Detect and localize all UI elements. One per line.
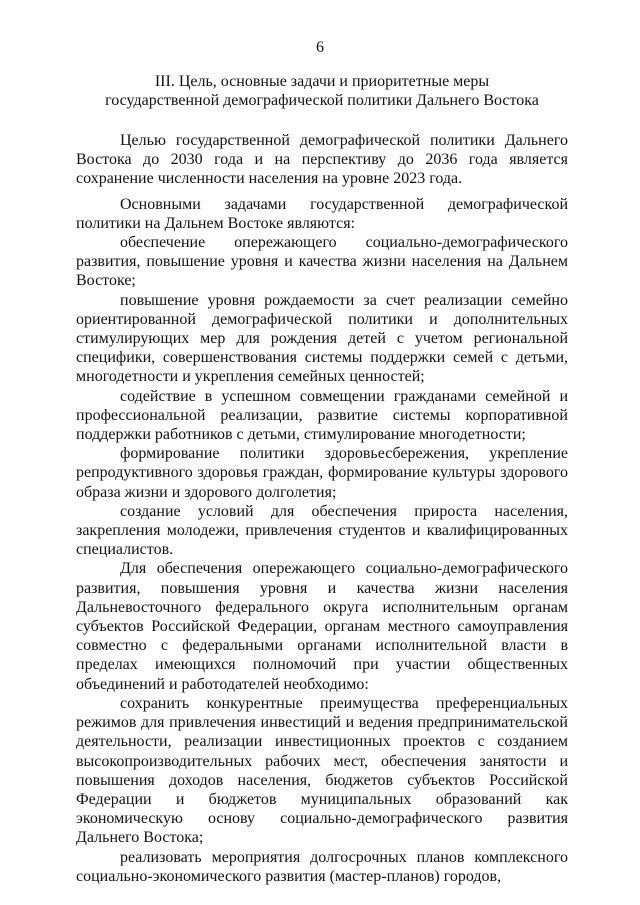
paragraph-goal: Целью государственной демографической политики Дальнего Востока до 2030 года и на перспективу до 2036 года является сохранение численности населения на уровне 2023 года. bbox=[76, 132, 568, 188]
paragraph-task-development: обеспечение опережающего социально-демографического развития, повышение уровня и качества жизни населения на Дальнем Востоке; bbox=[76, 234, 568, 290]
paragraph-task-work-family: содействие в успешном совмещении гражданами семейной и профессиональной реализации, развитие системы корпоративной поддержки работников с детьми, стимулирование многодетности; bbox=[76, 387, 568, 444]
paragraph-task-health: формирование политики здоровьесбережения, укрепление репродуктивного здоровья граждан, формирование культуры здорового образа жизни и здорового долголетия; bbox=[76, 445, 568, 501]
section-heading-line-2: государственной демографической политики Дальнего Востока bbox=[105, 92, 539, 109]
paragraph-task-population-growth: создание условий для обеспечения прироста населения, закрепления молодежи, привлечения студентов и квалифицированных специалистов. bbox=[76, 502, 568, 559]
paragraph-measures-intro: Для обеспечения опережающего социально-демографического развития, повышения уровня и качества жизни населения Дальневосточного федерального округа исполнительным органам субъектов Российской Федерации, органам местного самоуправления совместно с федеральными органами исполнительной власти в пределах имеющихся полномочий при участии общественных объединений и работодателей необходимо: bbox=[76, 560, 568, 693]
paragraph-measure-master-plans: реализовать мероприятия долгосрочных планов комплексного социально-экономического развития (мастер-планов) городов, bbox=[76, 848, 568, 885]
section-heading-line-1: III. Цель, основные задачи и приоритетные меры bbox=[154, 73, 490, 90]
paragraph-measure-preferential-regimes: сохранить конкурентные преимущества преференциальных режимов для привлечения инвестиций и ведения предпринимательской деятельности, реализации инвестиционных проектов с созданием высокопроизводительных рабочих мест, обеспечения занятости и повышения доходов населения, бюджетов субъектов Российской Федерации и бюджетов муниципальных образований как экономическую основу социально-демографического развития Дальнего Востока; bbox=[76, 694, 568, 847]
paragraph-task-birth-rate: повышение уровня рождаемости за счет реализации семейно ориентированной демографической политики и дополнительных стимулирующих мер для рождения детей с учетом региональной специфики, совершенствования системы поддержки семей с детьми, многодетности и укрепления семейных ценностей; bbox=[76, 291, 568, 386]
document-body bbox=[76, 131, 568, 886]
paragraph-tasks-intro: Основными задачами государственной демографической политики на Дальнем Востоке являются: bbox=[76, 195, 568, 232]
page-number: 6 bbox=[316, 39, 324, 56]
section-heading bbox=[76, 72, 568, 110]
